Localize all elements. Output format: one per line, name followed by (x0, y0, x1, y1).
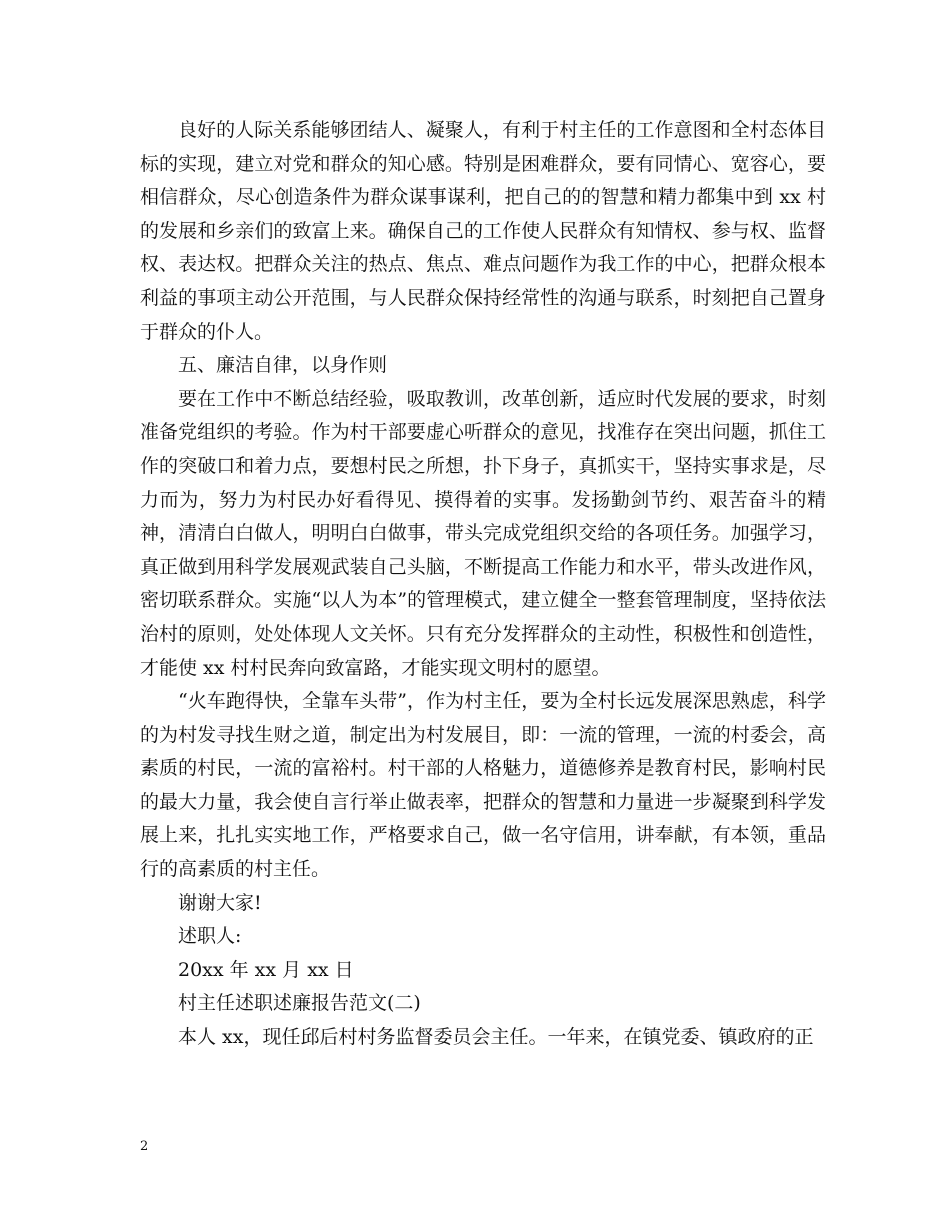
paragraph-report-two-intro: 本人 xx，现任邱后村村务监督委员会主任。一年来，在镇党委、镇政府的正 (178, 1026, 814, 1049)
signature-label: 述职人: (178, 925, 242, 948)
paragraph-train-leader: “火车跑得快，全靠车头带”，作为村主任，要为全村长远发展深思熟虑，科学的为村发寻找生财之道，制定出为村发展目，即：一流的管理，一流的村委会，高素质的村民，一流的富裕村。村干部的人格魅力，道德修养是教育村民，影响村民的最大力量，我会使自言行举止做表率，把群众的智慧和力量进一步凝聚到科学发展上来，扎扎实实地工作，严格要求自己，做一名守信用，讲奉献，有本领，重品行的高素质的村主任。 (140, 690, 826, 881)
document-body (140, 114, 826, 1055)
date-line: 20xx 年 xx 月 xx 日 (178, 958, 354, 981)
page-number: 2 (140, 1139, 149, 1154)
paragraph-work-experience: 要在工作中不断总结经验，吸取教训，改革创新，适应时代发展的要求，时刻准备党组织的考验。作为村干部要虚心听群众的意见，找准存在突出问题，抓住工作的突破口和着力点，要想村民之所想，扑下身子，真抓实干，坚持实事求是，尽力而为，努力为村民办好看得见、摸得着的实事。发扬勤剑节约、艰苦奋斗的精神，清清白白做人，明明白白做事，带头完成党组织交给的各项任务。加强学习，真正做到用科学发展观武装自己头脑，不断提高工作能力和水平，带头改进作风，密切联系群众。实施“以人为本”的管理模式，建立健全一整套管理制度，坚持依法治村的原则，处处体现人文关怀。只有充分发挥群众的主动性，积极性和创造性，才能使 xx 村村民奔向致富路，才能实现文明村的愿望。 (140, 387, 826, 679)
section-heading-integrity: 五、廉洁自律，以身作则 (178, 354, 388, 377)
report-title-two: 村主任述职述廉报告范文(二) (178, 992, 421, 1015)
paragraph-interpersonal-relations: 良好的人际关系能够团结人、凝聚人，有利于村主任的工作意图和全村态体目标的实现，建立对党和群众的知心感。特别是困难群众，要有同情心、宽容心，要相信群众，尽心创造条件为群众谋事谋利，把自己的的智慧和精力都集中到 xx 村的发展和乡亲们的致富上来。确保自己的工作使人民群众有知情权、参与权、监督权、表达权。把群众关注的热点、焦点、难点问题作为我工作的中心，把群众根本利益的事项主动公开范围，与人民群众保持经常性的沟通与联系，时刻把自己置身于群众的仆人。 (140, 119, 826, 343)
closing-thanks: 谢谢大家! (178, 891, 262, 914)
